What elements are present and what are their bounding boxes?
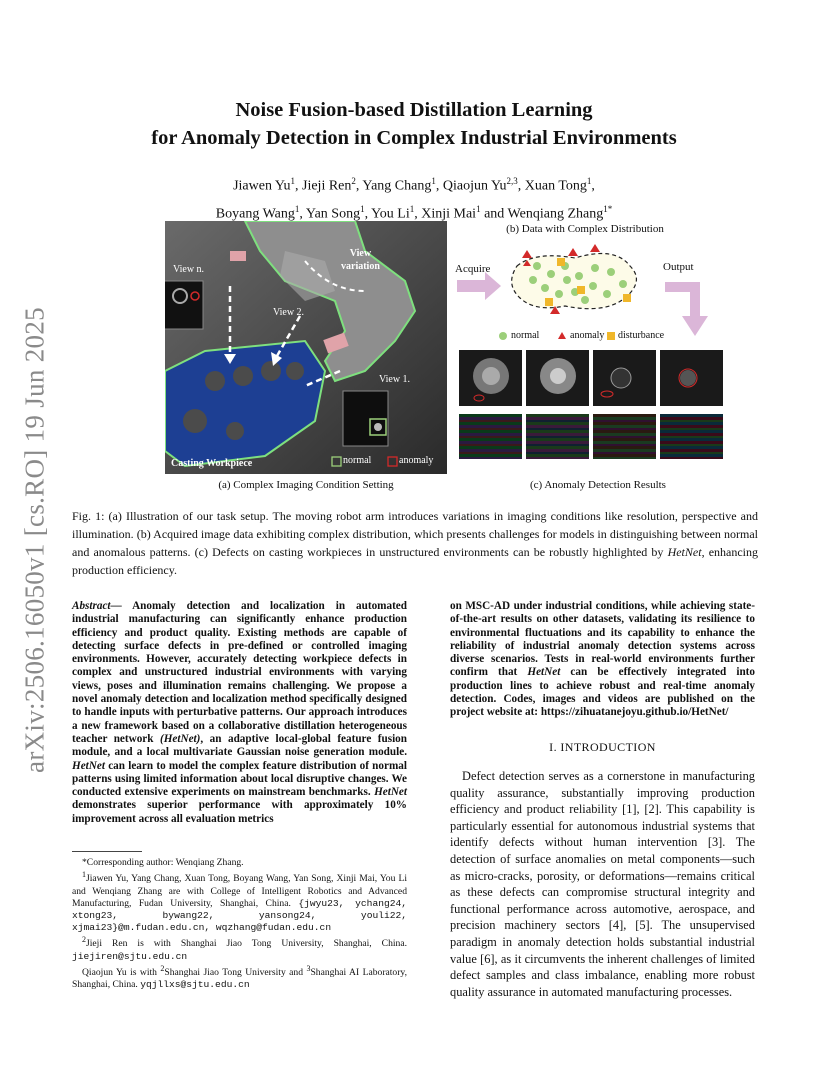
legend-anomaly: anomaly — [399, 455, 434, 466]
author: Boyang Wang — [215, 206, 295, 222]
result-image-1 — [459, 350, 522, 406]
abstract-text: on MSC-AD under industrial conditions, while achieving state-of-the-art results on other datasets, validating its resilience to environmental fluctuations and its capability to enhance the reliability of industrial anomaly detection systems across diverse scenarios. Tests in real-world environments further confirm that — [450, 600, 755, 679]
affil-sup: 1 — [290, 176, 295, 186]
abstract-text: , an adaptive local-global feature fusion module, and a local multivariate Gaussian noise generation module. — [72, 732, 408, 759]
footnote-email: {jwyu23, ychang24, xtong23, bywang22, yansong24, youli22, xjmai23}@m.fudan.edu.cn, wqzhang@fudan.edu.cn — [72, 897, 407, 934]
abstract-text: can be effectively integrated into production lines to achieve robust and real-time anomaly detection. Codes, images and videos are published on the project website at: https://zihuatanejoyu.github.io/HetNet/ — [450, 666, 756, 719]
caption-panel-b: (b) Data with Complex Distribution — [506, 223, 664, 235]
author: Jiawen Yu — [233, 178, 291, 194]
author-line-1 — [120, 170, 708, 198]
figure-caption-text-end: , enhancing production efficiency. — [72, 545, 759, 577]
arxiv-identifier — [10, 300, 60, 780]
abstract-label: Abstract — [72, 600, 111, 612]
label-view-2: View 2. — [273, 307, 305, 318]
figure-caption — [72, 507, 758, 579]
author: , Yan Song — [299, 206, 361, 222]
label-view-n: View n. — [173, 264, 205, 275]
label-output: Output — [663, 261, 694, 273]
abstract-hetnet: (HetNet) — [159, 732, 201, 745]
feature-strip-4 — [660, 414, 723, 459]
abstract-hetnet: HetNet — [527, 666, 561, 679]
abstract-text: can learn to model the complex feature distribution of normal patterns using limited information about local disruptive changes. We conducted extensive experiments on mainstream benchmarks. — [72, 759, 407, 799]
footnote-rule — [72, 851, 142, 852]
label-view-1: View 1. — [379, 374, 411, 385]
figure-caption-text: Fig. 1: (a) Illustration of our task setup. The moving robot arm introduces variations in imaging conditions like resolution, perspective and illumination. (b) Acquired image data exhibiting complex distribution, which presents challenges for models in distinguishing between normal and anomalous patterns. (c) Defects on casting workpieces in unstructured environments can be robustly highlighted by — [72, 509, 758, 559]
result-image-2 — [526, 350, 589, 406]
author: , Jieji Ren — [295, 178, 352, 194]
footnote-email: jiejiren@sjtu.edu.cn — [72, 950, 188, 962]
footnote-text: Qiaojun Yu is with — [82, 967, 161, 979]
footnote-text: Jiawen Yu, Yang Chang, Xuan Tong, Boyang Wang, Yan Song, Xinji Mai, You Li and Wenqiang Zhang are with College of Intelligent Robotics and Advanced Manufacturing, Fudan University, Shanghai, China. — [72, 873, 407, 909]
feature-strip-1 — [459, 414, 522, 459]
footnote-corresponding: *Corresponding author: Wenqiang Zhang. — [82, 857, 244, 868]
affil-sup: 2 — [351, 176, 356, 186]
abstract-left-column — [72, 600, 407, 826]
abstract-text: demonstrates superior performance with approximately 10% improvement across all evaluation metrics — [72, 799, 407, 825]
legend-normal-b: normal — [511, 330, 540, 341]
legend-disturbance-b: disturbance — [618, 330, 665, 341]
paper-title — [80, 96, 748, 152]
footnote-sup: 2 — [82, 935, 86, 945]
result-image-4 — [660, 350, 723, 406]
affil-sup: 1 — [409, 203, 415, 214]
affil-sup: 2,3 — [506, 176, 518, 186]
footnote-sup: 1 — [82, 870, 86, 880]
author: and Wenqiang Zhang — [480, 206, 604, 222]
feature-strip-2 — [526, 414, 589, 459]
footnote-email: yqjllxs@sjtu.edu.cn — [140, 979, 250, 991]
footnote-3 — [72, 963, 407, 992]
output-arrow — [665, 282, 708, 336]
footnote-text: Shanghai AI Laboratory, Shanghai, China. — [72, 967, 407, 991]
abstract-text: Anomaly detection and localization in automated industrial manufacturing can significantly enhance production efficiency and product quality. Existing methods are capable of detecting surface defects in pre-defined or controlled imaging environments. However, accurately detecting workpiece defects in complex and unstructured industrial environments with varying views, poses and illumination remains challenging. We propose a novel anomaly detection and localization method specifically designed to handle inputs with perturbative patterns. Our approach introduces a new framework based on a collaborative distillation heterogeneous teacher network — [72, 600, 407, 745]
affil-sup: 1 — [431, 176, 436, 186]
affil-sup: 1 — [476, 203, 481, 214]
footnote-2 — [72, 934, 407, 963]
figure-panel-a-photo — [165, 221, 447, 474]
robot-scene-illustration — [165, 221, 447, 474]
footnote-1 — [72, 869, 407, 934]
figure-caption-hetnet: HetNet — [667, 545, 702, 559]
label-acquire: Acquire — [455, 263, 491, 275]
result-image-3 — [593, 350, 656, 406]
affil-sup: 1* — [603, 203, 613, 214]
introduction-text: Defect detection serves as a cornerstone in manufacturing quality assurance, substantially improving production efficiency and product reliability [1], [2]. This capability is particularly essential for autonomous industrial systems that identify defects without human intervention [3]. The detection of surface anomalies on metal components—such as micro-cracks, porosity, or deformations—remains critical as these defects can compromise structural integrity and functional performance across automotive, aerospace, and precision machinery sectors [4], [5]. The unsupervised paradigm in anomaly detection holds substantial industrial value [6], as it circumvents the inherent challenges of limited defect samples and class imbalance, enabling more robust quality assurance in automated manufacturing processes. — [450, 769, 755, 999]
author: , Qiaojun Yu — [435, 178, 507, 194]
abstract-right-column — [450, 600, 755, 720]
affil-sup: 1 — [360, 203, 365, 214]
footnote-sup: 2 — [160, 964, 165, 973]
figure-panel-c — [459, 350, 723, 470]
footnote-sup: 3 — [306, 964, 311, 973]
affil-sup: 1 — [294, 203, 300, 214]
footnote-text: Shanghai Jiao Tong University and — [164, 967, 307, 979]
author: , Xuan Tong — [517, 178, 587, 194]
acquire-arrow — [457, 272, 501, 300]
footnote-text: Jieji Ren is with Shanghai Jiao Tong University, Shanghai, China. — [86, 938, 407, 950]
author-sep: , — [591, 178, 595, 194]
abstract-dash: — — [110, 600, 133, 612]
figure-panel-b — [455, 236, 745, 346]
author: , Yang Chang — [355, 178, 432, 194]
caption-panel-a: (a) Complex Imaging Condition Setting — [218, 479, 394, 491]
title-line-1: Noise Fusion-based Distillation Learning — [235, 99, 593, 121]
affil-sup: 1 — [586, 176, 592, 186]
legend-anomaly-b: anomaly — [570, 330, 605, 341]
footnotes — [72, 857, 407, 992]
label-view-variation: View variation — [341, 248, 380, 272]
label-casting-workpiece: Casting Workpiece — [171, 458, 253, 469]
caption-panel-c: (c) Anomaly Detection Results — [530, 479, 666, 491]
abstract-hetnet: HetNet — [374, 786, 407, 799]
section-heading-introduction: I. INTRODUCTION — [549, 740, 656, 754]
feature-strip-3 — [593, 414, 656, 459]
legend-normal: normal — [343, 455, 372, 466]
author: , You Li — [364, 206, 410, 222]
author: , Xinji Mai — [414, 206, 477, 222]
title-line-2: for Anomaly Detection in Complex Industrial Environments — [151, 127, 677, 149]
arxiv-id-text: arXiv:2506.16050v1 [cs.RO] 19 Jun 2025 — [19, 307, 50, 773]
author-list — [120, 170, 708, 225]
abstract-hetnet: HetNet — [72, 759, 105, 772]
